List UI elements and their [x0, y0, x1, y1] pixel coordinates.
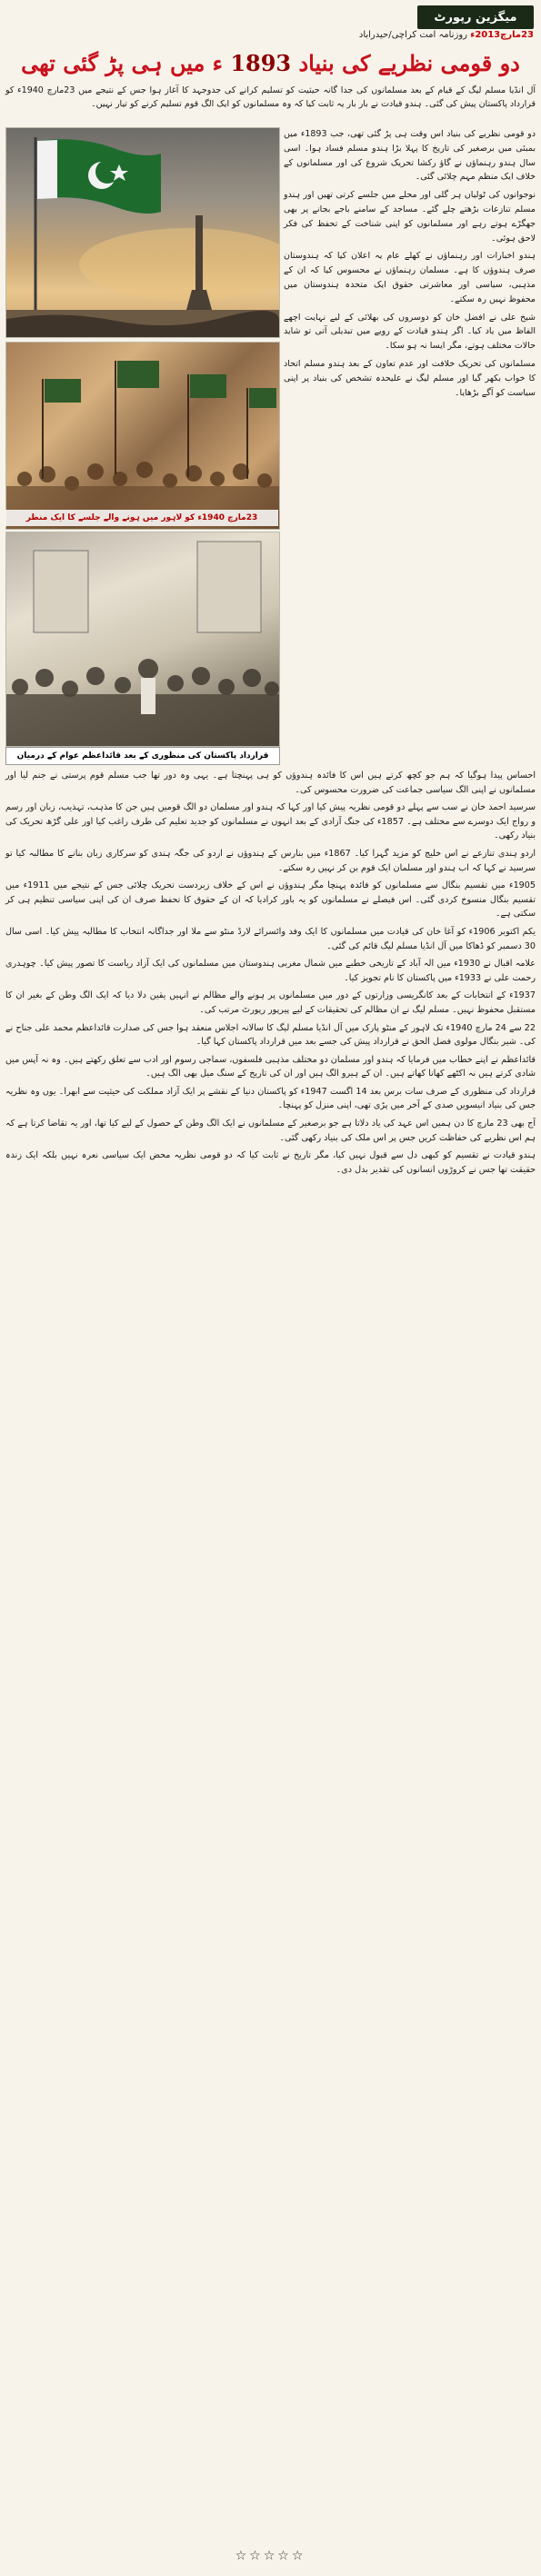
crowd-photo-1: [5, 342, 280, 530]
body-paragraph: آج بھی 23 مارچ کا دن ہمیں اس عہد کی یاد دلاتا ہے جو برصغیر کے مسلمانوں نے ایک الگ وطن کے حصول کے لیے کیا تھا، اور یہ تقاضا کرتا ہے کہ ہم اس نظریے کی حفاظت کریں جس پر اس ملک کی بنیاد رکھی گئی۔: [5, 1119, 536, 1143]
lead-paragraph: [5, 84, 536, 114]
headline-part1: دو قومی نظریے کی بنیاد: [298, 50, 520, 76]
section-tag: میگزین رپورٹ: [417, 5, 534, 29]
body-paragraph: قرارداد کی منظوری کے صرف سات برس بعد 14 اگست 1947ء کو پاکستان دنیا کے نقشے پر ایک آزاد مملکت کی حیثیت سے ابھرا۔ یوں وہ نظریہ جس کی بنیاد انیسویں صدی کے آخر میں پڑی تھی، اپنی منزل کو پہنچا۔: [5, 1086, 536, 1111]
crowd-photo-2: [5, 532, 280, 747]
main-headline: [5, 47, 536, 80]
end-stars: ☆☆☆☆☆: [235, 2549, 306, 2563]
right-paragraph: ہندو اخبارات اور رہنماؤں نے کھلے عام یہ اعلان کیا کہ ہندوستان صرف ہندوؤں کا ہے۔ مسلمان رہنماؤں نے محسوس کیا کہ ان کے مذہبی، سیاسی اور معاشرتی حقوق ایک متحدہ ہندوستان میں محفوظ نہیں رہ سکتے۔: [284, 251, 536, 304]
body-paragraph: اردو ہندی تنازعے نے اس خلیج کو مزید گہرا کیا۔ 1867ء میں بنارس کے ہندوؤں نے اردو کی جگہ ہندی کو سرکاری زبان بنانے کا مطالبہ کیا تو سرسید نے کہا کہ اب ہندو اور مسلمان ایک قوم بن کر نہیں رہ سکتے۔: [5, 848, 536, 873]
dateline-date: 23مارچ2013ء: [470, 30, 534, 40]
body-paragraph: 1905ء میں تقسیم بنگال سے مسلمانوں کو فائدہ پہنچا مگر ہندوؤں نے اس کے خلاف زبردست تحریک چلائی جس کے نتیجے میں 1911ء میں تقسیم بنگال منسوخ کردی گئی۔ اس فیصلے نے مسلمانوں کو یہ باور کرادیا کہ ان کے حقوق کا تحفظ صرف ان کی اپنی سیاسی تنظیم ہی کر سکتی ہے۔: [5, 880, 536, 920]
body-paragraph: علامہ اقبال نے 1930ء میں الہ آباد کے تاریخی خطبے میں شمال مغربی ہندوستان میں مسلمانوں کی ایک آزاد ریاست کا تصور پیش کیا۔ چوہدری رحمت علی نے 1933ء میں پاکستان کا نام تجویز کیا۔: [5, 959, 536, 983]
body-paragraph: احساس پیدا ہوگیا کہ ہم جو کچھ کرتے ہیں اس کا فائدہ ہندوؤں کو ہی پہنچتا ہے۔ یہی وہ دور تھا جب مسلم قوم پرستی نے جنم لیا اور مسلمانوں نے اپنی الگ سیاسی جماعت کی ضرورت محسوس کی۔: [5, 771, 536, 795]
right-paragraph: دو قومی نظریے کی بنیاد اس وقت ہی پڑ گئی تھی، جب 1893ء میں بمبئی میں برصغیر کی تاریخ کا پہلا بڑا ہندو مسلم فساد ہوا۔ اسی سال ہندو رہنماؤں نے گاؤ رکشا تحریک شروع کی اور مسلمانوں کے خلاف ایک منظم مہم چلائی گئی۔: [284, 129, 536, 183]
dateline: [182, 30, 534, 46]
body-paragraph: ہندو قیادت نے تقسیم کو کبھی دل سے قبول نہیں کیا، مگر تاریخ نے ثابت کیا کہ دو قومی نظریہ محض ایک سیاسی نعرہ نہیں بلکہ ایک زندہ حقیقت تھا جس نے کروڑوں انسانوں کی تقدیر بدل دی۔: [5, 1150, 536, 1175]
right-column: [284, 127, 536, 403]
body-paragraph: 1937ء کے انتخابات کے بعد کانگریسی وزارتوں کے دور میں مسلمانوں پر ہونے والے مظالم نے انہیں یقین دلا دیا کہ ایک الگ وطن کے بغیر ان کا مستقبل محفوظ نہیں۔ مسلم لیگ نے ان مظالم کی تحقیقات کے لیے پیرپور رپورٹ مرتب کی۔: [5, 990, 536, 1015]
dateline-paper: روزنامہ امت کراچی/حیدرآباد: [358, 30, 467, 40]
headline-part2: ء میں ہی پڑ گئی تھی: [21, 50, 223, 76]
flag-minar-illustration: [6, 128, 279, 337]
right-paragraph: نوجوانوں کی ٹولیاں ہر گلی اور محلے میں جلسے کرتی تھیں اور ہندو مسلم تنازعات بڑھتے چلے گئے۔ مساجد کے سامنے باجے بجانے پر بھی جھگڑے ہوتے رہے اور مسلمانوں کو اپنی شناخت کے تحفظ کی فکر لاحق ہوئی۔: [284, 190, 536, 244]
flag-photo: [5, 127, 280, 338]
headline-year: 1893: [230, 50, 292, 76]
crowd-gathering-illustration: [6, 532, 279, 746]
right-paragraph: شیخ علی نے افضل خان کو دوسروں کی بھلائی کے لیے نہایت اچھے الفاظ میں یاد کیا۔ اگر ہندو قیادت کے رویے میں تبدیلی آتی تو شاید حالات مختلف ہوتے، مگر ایسا نہ ہو سکا۔: [284, 312, 536, 352]
photo2-caption: قرارداد پاکستان کی منظوری کے بعد قائداعظم عوام کے درمیان: [5, 747, 280, 765]
body-paragraph: یکم اکتوبر 1906ء کو آغا خان کی قیادت میں مسلمانوں کا ایک وفد وائسرائے لارڈ منٹو سے ملا اور جداگانہ انتخاب کا مطالبہ پیش کیا۔ اسی سال 30 دسمبر کو ڈھاکا میں آل انڈیا مسلم لیگ قائم کی گئی۔: [5, 926, 536, 951]
article-body: [5, 769, 536, 1180]
right-paragraph: مسلمانوں کی تحریک خلافت اور عدم تعاون کے بعد ہندو مسلم اتحاد کا خواب بکھر گیا اور مسلم لیگ نے علیحدہ تشخص کی بنیاد پر اپنی سیاست کو آگے بڑھایا۔: [284, 358, 536, 398]
body-paragraph: 22 سے 24 مارچ 1940ء تک لاہور کے منٹو پارک میں آل انڈیا مسلم لیگ کا سالانہ اجلاس منعقد ہوا جس کی صدارت قائداعظم محمد علی جناح نے کی۔ شیر بنگال مولوی فضل الحق نے قرارداد پیش کی جسے بعد میں قرارداد پاکستان کہا گیا۔: [5, 1022, 536, 1048]
photo1-caption: 23مارچ 1940ء کو لاہور میں ہونے والے جلسے کا ایک منظر: [5, 510, 278, 526]
lead-text: آل انڈیا مسلم لیگ کے قیام کے بعد مسلمانوں کی جدا گانہ حیثیت کو تسلیم کرانے کی جدوجہد کا آغاز ہوا جس کے نتیجے میں 23مارچ 1940ء کو قرارداد پاکستان پیش کی گئی۔ ہندو قیادت نے بار بار یہ ثابت کیا کہ وہ مسلمانوں کو ایک الگ قوم تسلیم کرنے کو تیار نہیں۔: [5, 85, 536, 109]
crowd-flags-illustration: [6, 343, 279, 529]
body-paragraph: قائداعظم نے اپنے خطاب میں فرمایا کہ ہندو اور مسلمان دو مختلف مذہبی فلسفوں، سماجی رسوم اور ادب سے تعلق رکھتے ہیں۔ وہ نہ آپس میں شادی کرتے ہیں نہ اکٹھے کھانا کھاتے ہیں۔ ان کے ہیرو الگ ہیں اور ان کی تاریخ کے سنگ میل بھی الگ ہیں۔: [5, 1054, 536, 1079]
body-paragraph: سرسید احمد خان نے سب سے پہلے دو قومی نظریہ پیش کیا اور کہا کہ ہندو اور مسلمان دو الگ قومیں ہیں جن کا مذہب، تہذیب، زبان اور رسم و رواج ایک دوسرے سے مختلف ہے۔ 1857ء کی جنگ آزادی کے بعد انہوں نے مسلمانوں کو جدید تعلیم کی طرف راغب کیا اور علی گڑھ تحریک کی بنیاد رکھی۔: [5, 802, 536, 841]
